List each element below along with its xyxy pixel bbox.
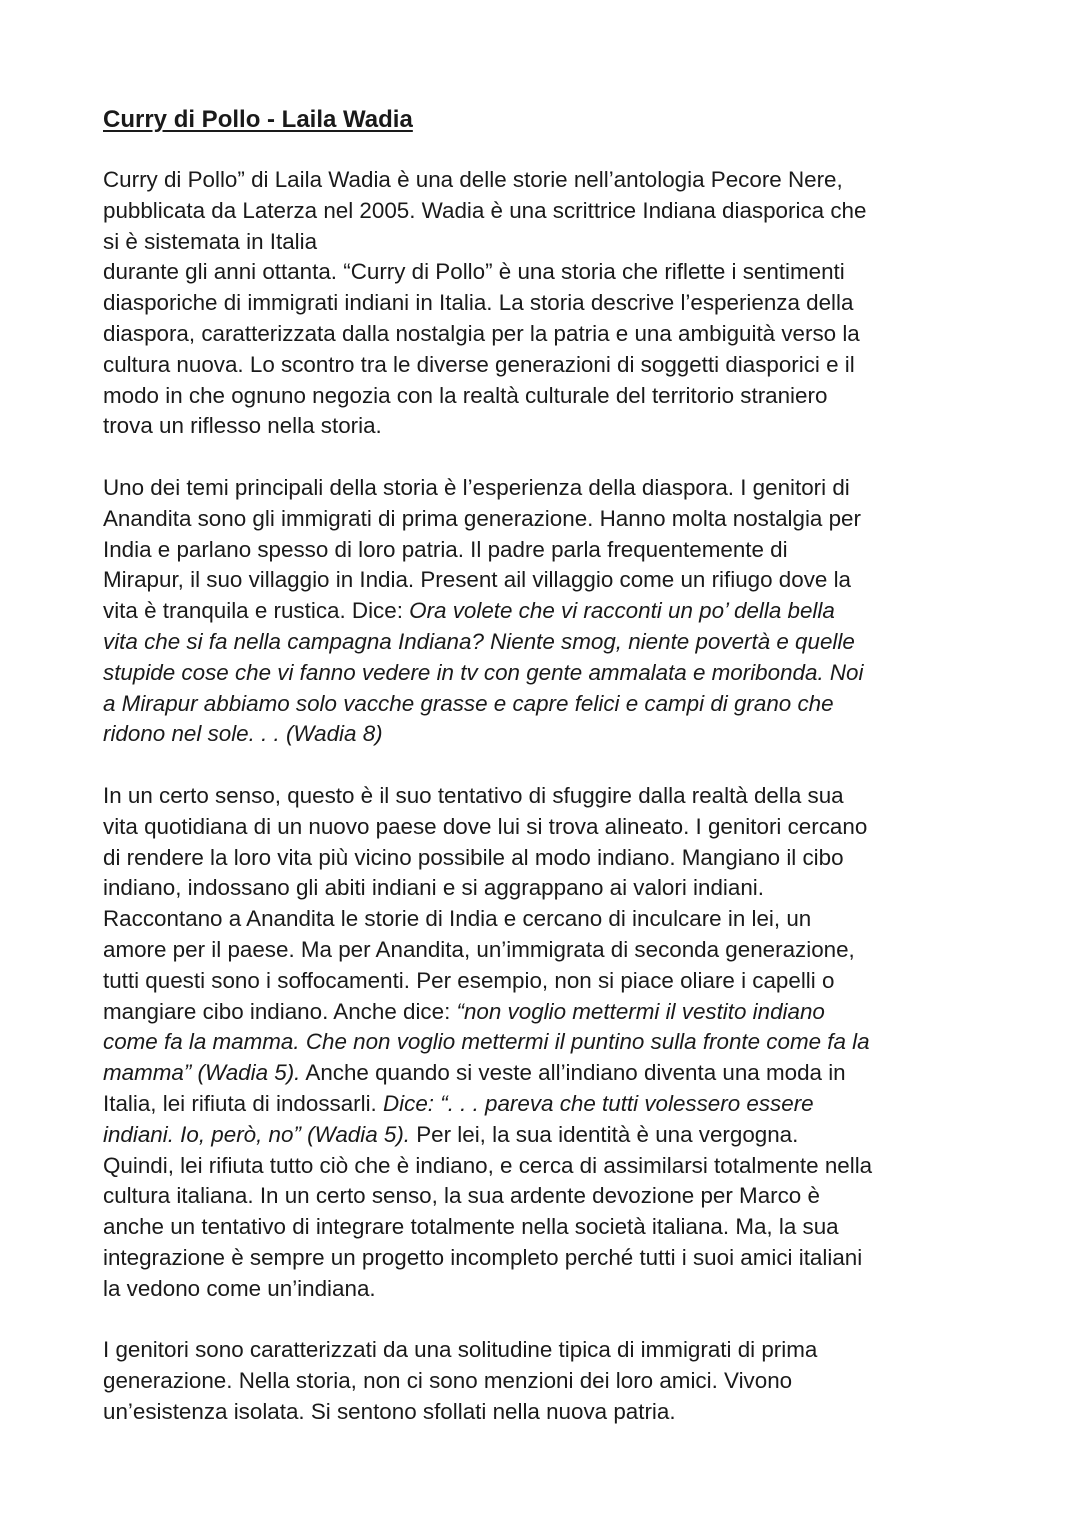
document-page (103, 104, 983, 1458)
body-text: un’esistenza isolata. Si sentono sfollati nella nuova patria. (103, 1398, 676, 1424)
paragraph-2 (103, 473, 983, 750)
text-line (103, 227, 983, 258)
text-line (103, 473, 983, 504)
text-line (103, 873, 983, 904)
body-text: pubblicata da Laterza nel 2005. Wadia è una scrittrice Indiana diasporica che (103, 197, 867, 223)
text-line (103, 535, 983, 566)
text-line (103, 288, 983, 319)
body-text: durante gli anni ottanta. “Curry di Pollo” è una storia che riflette i sentimenti (103, 259, 845, 285)
body-text: amore per il paese. Ma per Anandita, un’immigrata di seconda generazione, (103, 936, 855, 962)
body-text: cultura italiana. In un certo senso, la sua ardente devozione per Marco è (103, 1183, 820, 1209)
body-text: Italia, lei rifiuta di indossarli. (103, 1090, 384, 1116)
text-line (103, 504, 983, 535)
body-text: Per lei, la sua identità è una vergogna. (410, 1121, 799, 1147)
body-text: Anche quando si veste all’indiano diventa una moda in (300, 1060, 846, 1086)
text-line (103, 257, 983, 288)
text-line (103, 196, 983, 227)
document-body (103, 165, 983, 1428)
text-line (103, 1274, 983, 1305)
body-text: anche un tentativo di integrare totalmente nella società italiana. Ma, la sua (103, 1214, 839, 1240)
body-text: diasporiche di immigrati indiani in Italia. La storia descrive l’esperienza della (103, 290, 854, 316)
text-line (103, 1397, 983, 1428)
text-line (103, 381, 983, 412)
text-line (103, 350, 983, 381)
italic-quote-text: stupide cose che vi fanno vedere in tv con gente ammalata e moribonda. Noi (103, 659, 864, 685)
body-text: Anandita sono gli immigrati di prima generazione. Hanno molta nostalgia per (103, 505, 861, 531)
italic-quote-text: come fa la mamma. Che non voglio mettermi il puntino sulla fronte come fa la (103, 1029, 870, 1055)
body-text: mangiare cibo indiano. Anche dice: (103, 998, 457, 1024)
italic-quote-text: a Mirapur abbiamo solo vacche grasse e capre felici e campi di grano che (103, 690, 834, 716)
italic-quote-text: Dice: “. . . pareva che tutti volessero essere (383, 1090, 814, 1116)
text-line (103, 1243, 983, 1274)
text-line (103, 1212, 983, 1243)
body-text: Mirapur, il suo villaggio in India. Present ail villaggio come un rifiugo dove la (103, 567, 851, 593)
body-text: In un certo senso, questo è il suo tentativo di sfuggire dalla realtà della sua (103, 782, 844, 808)
body-text: modo in che ognuno negozia con la realtà culturale del territorio straniero (103, 382, 828, 408)
text-line (103, 719, 983, 750)
body-text: I genitori sono caratterizzati da una solitudine tipica di immigrati di prima (103, 1337, 818, 1363)
italic-quote-text: vita che si fa nella campagna Indiana? Niente smog, niente povertà e quelle (103, 628, 855, 654)
body-text: Raccontano a Anandita le storie di India e cercano di inculcare in lei, un (103, 906, 812, 932)
paragraph-4 (103, 1335, 983, 1427)
paragraph-1 (103, 165, 983, 442)
text-line (103, 1335, 983, 1366)
body-text: India e parlano spesso di loro patria. Il padre parla frequentemente di (103, 536, 788, 562)
text-line (103, 1058, 983, 1089)
body-text: indiano, indossano gli abiti indiani e si aggrappano ai valori indiani. (103, 875, 764, 901)
text-line (103, 627, 983, 658)
text-line (103, 812, 983, 843)
document-title: Curry di Pollo - Laila Wadia (103, 106, 413, 133)
body-text: trova un riflesso nella storia. (103, 413, 382, 439)
body-text: Curry di Pollo” di Laila Wadia è una delle storie nell’antologia Pecore Nere, (103, 167, 843, 192)
italic-quote-text: “non voglio mettermi il vestito indiano (456, 998, 825, 1024)
text-line (103, 411, 983, 442)
body-text: vita quotidiana di un nuovo paese dove lui si trova alineato. I genitori cercano (103, 813, 868, 839)
text-line (103, 997, 983, 1028)
text-line (103, 565, 983, 596)
text-line (103, 1120, 983, 1151)
text-line (103, 1151, 983, 1182)
text-line (103, 935, 983, 966)
body-text: diaspora, caratterizzata dalla nostalgia per la patria e una ambiguità verso la (103, 320, 860, 346)
text-line (103, 1181, 983, 1212)
body-text: generazione. Nella storia, non ci sono menzioni dei loro amici. Vivono (103, 1368, 793, 1394)
italic-quote-text: mamma” (Wadia 5). (103, 1060, 301, 1086)
text-line (103, 843, 983, 874)
body-text: la vedono come un’indiana. (103, 1275, 376, 1301)
text-line (103, 658, 983, 689)
text-line (103, 319, 983, 350)
body-text: tutti questi sono i soffocamenti. Per esempio, non si piace oliare i capelli o (103, 967, 835, 993)
text-line (103, 165, 983, 196)
text-line (103, 966, 983, 997)
text-line (103, 781, 983, 812)
body-text: Uno dei temi principali della storia è l’esperienza della diaspora. I genitori di (103, 474, 850, 500)
body-text: cultura nuova. Lo scontro tra le diverse generazioni di soggetti diasporici e il (103, 351, 855, 377)
text-line (103, 904, 983, 935)
body-text: di rendere la loro vita più vicino possibile al modo indiano. Mangiano il cibo (103, 844, 844, 870)
body-text: vita è tranquila e rustica. Dice: (103, 598, 410, 624)
body-text: si è sistemata in Italia (103, 228, 318, 254)
body-text: Quindi, lei rifiuta tutto ciò che è indiano, e cerca di assimilarsi totalmente nella (103, 1152, 873, 1178)
text-line (103, 1366, 983, 1397)
italic-quote-text: ridono nel sole. . . (Wadia 8) (103, 721, 383, 747)
italic-quote-text: indiani. Io, però, no” (Wadia 5). (103, 1121, 410, 1147)
italic-quote-text: Ora volete che vi racconti un po’ della bella (409, 598, 835, 624)
text-line (103, 596, 983, 627)
text-line (103, 689, 983, 720)
body-text: integrazione è sempre un progetto incompleto perché tutti i suoi amici italiani (103, 1244, 863, 1270)
text-line (103, 1089, 983, 1120)
paragraph-3 (103, 781, 983, 1305)
text-line (103, 1027, 983, 1058)
